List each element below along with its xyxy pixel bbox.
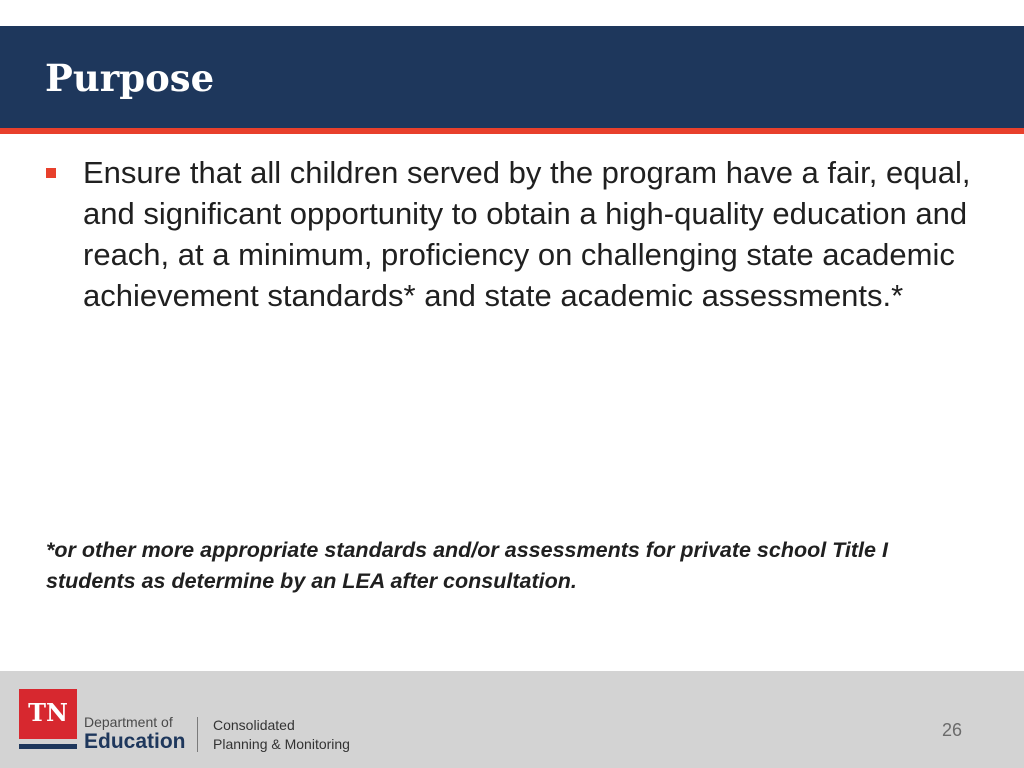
- bullet-text: Ensure that all children served by the program have a fair, equal, and significant opportunity to obtain a high-quality education and reach, at a minimum, proficiency on challenging state academic achievement standards* and state academic assessments.*: [83, 155, 971, 313]
- tn-logo-underline: [19, 744, 77, 749]
- footnote: *or other more appropriate standards and/or assessments for private school Title I students as determine by an LEA after consultation.: [46, 538, 888, 593]
- footer-divider: [197, 717, 198, 752]
- office-name-line1: Consolidated: [213, 717, 295, 733]
- slide-title: Purpose: [45, 56, 215, 100]
- header-accent-line: [0, 128, 1024, 134]
- tn-logo-text: TN: [28, 698, 68, 727]
- tn-logo: [19, 689, 77, 739]
- office-name-line2: Planning & Monitoring: [213, 736, 350, 752]
- page-number: 26: [941, 720, 962, 740]
- department-label: Department of: [84, 714, 173, 730]
- department-name: Education: [84, 730, 186, 753]
- bullet-square-icon: [46, 168, 56, 178]
